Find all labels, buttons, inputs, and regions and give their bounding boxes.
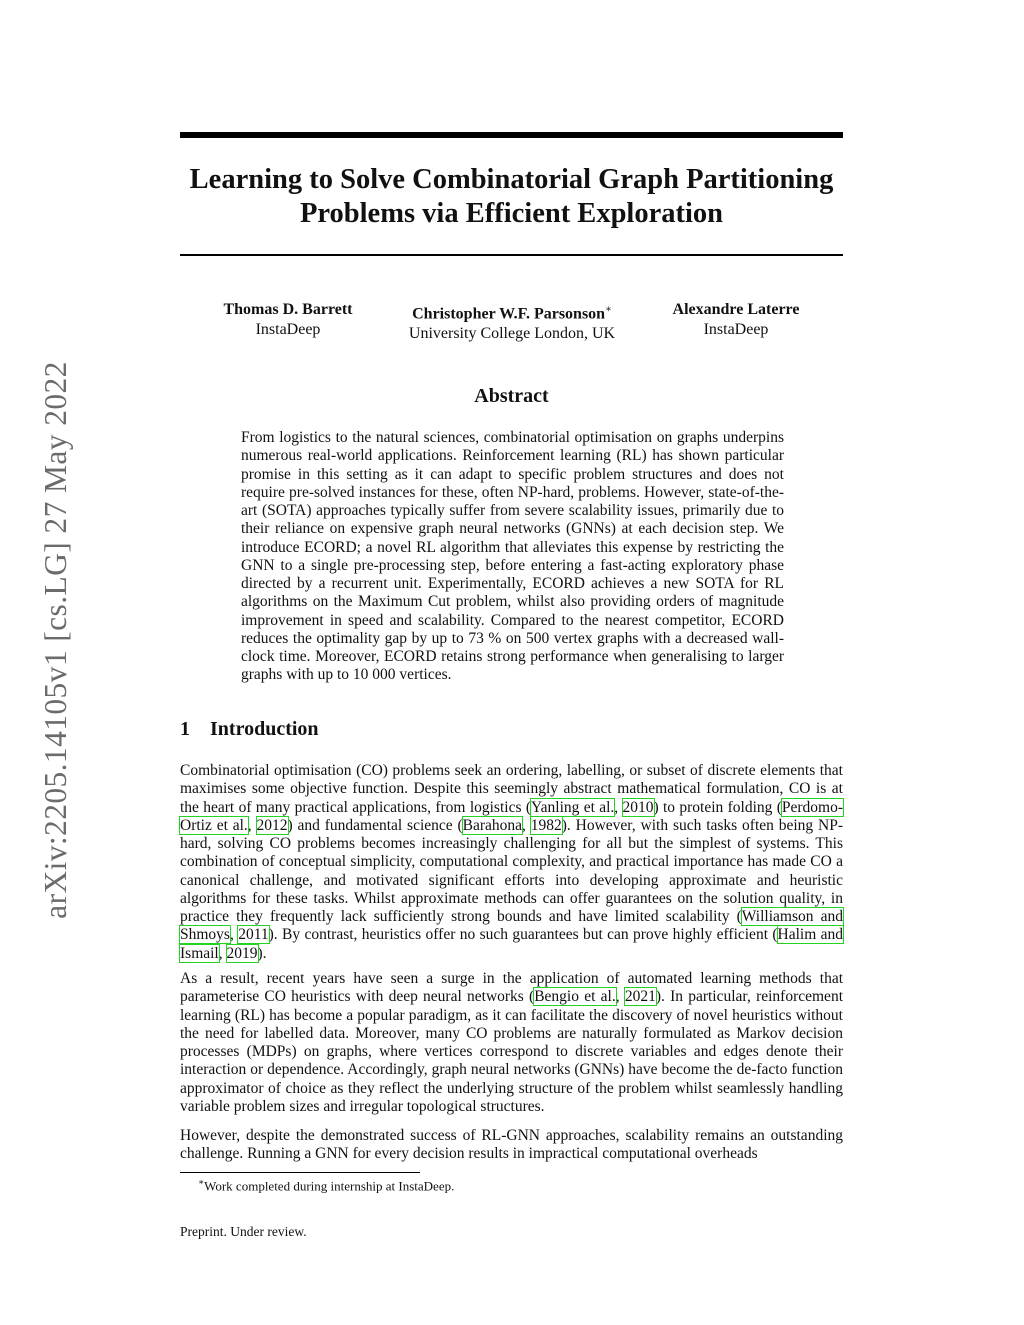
author-1 xyxy=(188,300,388,340)
citation-year-link[interactable]: 2019 xyxy=(226,944,258,962)
author-2 xyxy=(382,300,642,344)
paper-title xyxy=(180,163,843,231)
author-name: Thomas D. Barrett xyxy=(223,301,353,318)
title-line-1: Learning to Solve Combinatorial Graph Partitioning xyxy=(189,164,834,195)
author-name: Christopher W.F. Parsonson xyxy=(412,305,606,323)
footnote-text: Work completed during internship at InstaDeep. xyxy=(204,1178,455,1194)
text-run: , xyxy=(522,816,531,834)
title-rule-bottom xyxy=(180,254,843,256)
citation-link[interactable]: Yanling et al. xyxy=(530,798,615,816)
author-affiliation: InstaDeep xyxy=(703,321,769,338)
citation-year-link[interactable]: 2010 xyxy=(622,798,654,816)
text-run: , xyxy=(229,926,239,944)
text-run: ). By contrast, heuristics offer no such guarantees but can prove highly efficient ( xyxy=(268,926,778,944)
abstract-text: From logistics to the natural sciences, combinatorial optimisation on graphs underpins numerous real-world applications. Reinforcement learning (RL) has shown particular promise in this setting as it can adapt to specific problem structures and does not require pre-solved instances for these, often NP-hard, problems. However, state-of-the-art (SOTA) approaches typically suffer from severe scalability issues, primarily due to their reliance on expensive graph neural networks (GNNs) at each decision step. We introduce ECORD; a novel RL algorithm that alleviates this expense by restricting the GNN to a single pre-processing step, before entering a fast-acting exploratory phase directed by a recurrent unit. Experimentally, ECORD achieves a new SOTA for RL algorithms on the Maximum Cut problem, whilst also providing orders of magnitude improvement in speed and scalability. Compared to the nearest competitor, ECORD reduces the optimality gap by up to 73 % on 500 vertex graphs with a decreased wall-clock time. Moreover, ECORD retains strong performance when generalising to larger graphs with up to 10 000 vertices. xyxy=(241,429,784,684)
text-run: ). In particular, reinforcement learning (RL) has become a popular paradigm, as it can facilitate the discovery of novel heuristics without the need for labelled data. Moreover, many CO problems are naturally formulated as Markov decision processes (MDPs) on graphs, where vertices correspond to discrete variables and edges denote their interaction or dependence. Accordingly, graph neural networks (GNNs) have become the de-facto function approximator of choice as they reflect the underlying structure of the problem whilst seamlessly handling variable problem sizes and irregular topological structures. xyxy=(180,988,843,1115)
footnote-rule xyxy=(180,1172,420,1173)
footnote xyxy=(198,1177,454,1194)
citation-year-link[interactable]: 2012 xyxy=(256,816,288,834)
author-affiliation: University College London, UK xyxy=(408,325,616,343)
abstract-heading: Abstract xyxy=(474,385,549,407)
text-run: , xyxy=(614,798,623,816)
footnote-mark: ∗ xyxy=(605,304,612,315)
citation-link[interactable]: Bengio et al. xyxy=(534,988,616,1006)
text-run: ) to protein folding ( xyxy=(653,798,782,816)
citation-year-link[interactable]: 2021 xyxy=(624,988,656,1006)
author-3 xyxy=(636,300,836,340)
title-line-2: Problems via Efficient Exploration xyxy=(300,198,723,229)
author-affiliation: InstaDeep xyxy=(255,321,321,338)
text-run: , xyxy=(247,816,257,834)
citation-year-link[interactable]: 1982 xyxy=(530,816,562,834)
arxiv-stamp: arXiv:2205.14105v1 [cs.LG] 27 May 2022 xyxy=(38,361,73,919)
title-rule-top xyxy=(180,132,843,138)
text-run: Combinatorial optimisation (CO) problems seek an ordering, labelling, or subset of discrete elements that maximises some objective function. Despite this seemingly abstract mathematical formulation, CO is at the heart of many practical applications, from logistics ( xyxy=(180,762,843,816)
section-heading xyxy=(180,718,319,741)
citation-link[interactable]: Halim and Ismail xyxy=(180,926,844,962)
intro-paragraph-1 xyxy=(180,762,843,963)
section-number: 1 xyxy=(180,718,190,740)
intro-paragraph-3: However, despite the demonstrated success of RL-GNN approaches, scalability remains an outstanding challenge. Running a GNN for every decision results in impractical computational overheads xyxy=(180,1127,843,1163)
citation-link[interactable]: Barahona xyxy=(462,816,523,834)
author-name: Alexandre Laterre xyxy=(672,301,800,318)
text-run: ). However, with such tasks often being NP-hard, solving CO problems becomes increasingly challenging for all but the simplest of systems. This combination of conceptual simplicity, computational complexity, and practical importance has made CO a canonical challenge, and motivated significant efforts into developing approximate and heuristic algorithms for these tasks. Whilst approximate methods can offer guarantees on the solution quality, in practice they frequently lack sufficiently strong bounds and have limited scalability ( xyxy=(180,816,843,925)
preprint-notice: Preprint. Under review. xyxy=(180,1224,307,1239)
citation-year-link[interactable]: 2011 xyxy=(238,926,269,944)
citation-link[interactable]: Perdomo-Ortiz et al. xyxy=(180,798,844,834)
footnote-mark: ∗ xyxy=(198,1177,205,1187)
text-run: , xyxy=(218,944,227,962)
text-run: ). xyxy=(257,944,267,962)
intro-paragraph-2 xyxy=(180,970,843,1116)
text-run: As a result, recent years have seen a surge in the application of automated learning methods that parameterise CO heuristics with deep neural networks ( xyxy=(180,970,843,1006)
text-run: , xyxy=(615,988,625,1006)
text-run: ) and fundamental science ( xyxy=(287,816,463,834)
section-title: Introduction xyxy=(210,718,319,740)
citation-link[interactable]: Williamson and Shmoys xyxy=(180,908,843,944)
